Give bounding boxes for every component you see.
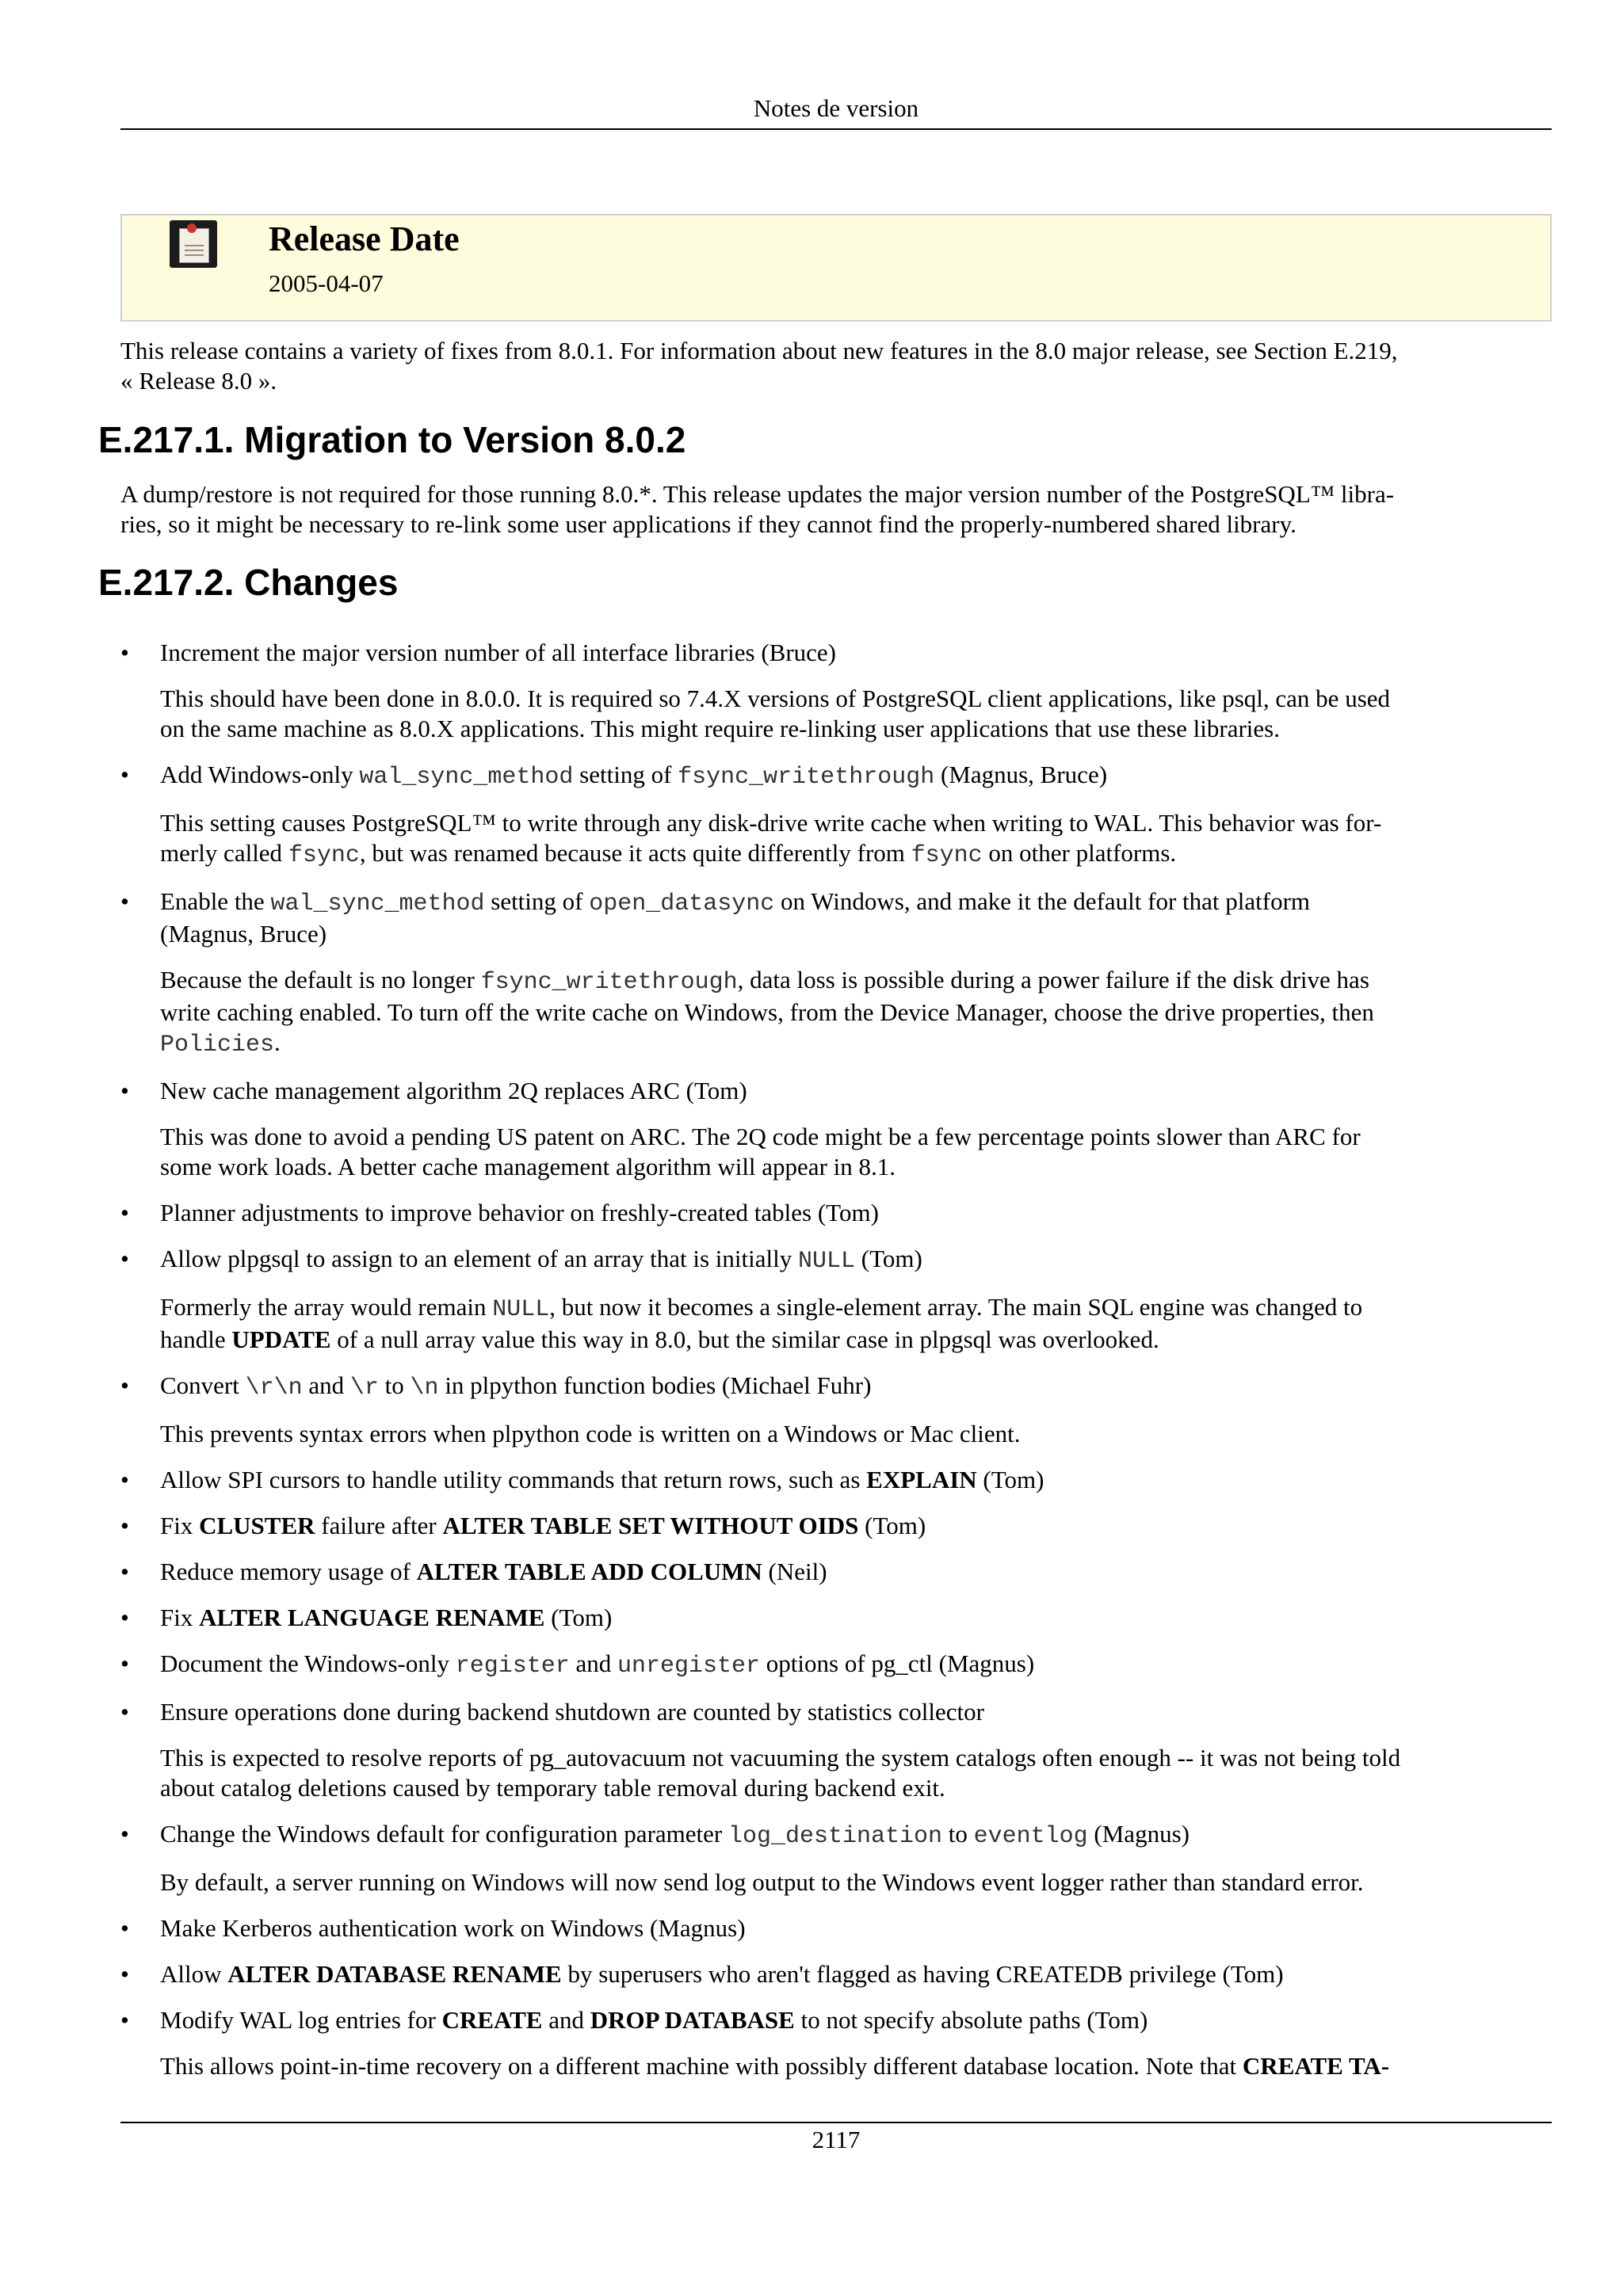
bullet: •	[120, 1914, 129, 1942]
list-item: • Allow plpgsql to assign to an element of an array that is initially NULL (Tom) Formerly the array would remain NULL, but now it becomes a single-element array. The main SQL engine was changed to handle UPDATE of a null array value this way in 8.0, but the similar case in plpgsql was overlooked.	[120, 1244, 1552, 1355]
bullet: •	[120, 1558, 129, 1585]
list-item: • Increment the major version number of all interface libraries (Bruce) This should have been done in 8.0.0. It is required so 7.4.X versions of PostgreSQL client applications, like psql, can be used on the same machine as 8.0.X applications. This might require re-linking user applications that use these libraries.	[120, 638, 1552, 744]
item-description: Formerly the array would remain NULL, but now it becomes a single-element array. The main SQL engine was changed to handle UPDATE of a null array value this way in 8.0, but the similar case in plpgsql was overlooked.	[160, 1293, 1363, 1353]
sql-keyword: ALTER TABLE ADD COLUMN	[416, 1558, 762, 1585]
item-description: This was done to avoid a pending US patent on ARC. The 2Q code might be a few percentage points slower than ARC for some work loads. A better cache management algorithm will appear in 8.1.	[160, 1123, 1361, 1180]
item-description: This should have been done in 8.0.0. It is required so 7.4.X versions of PostgreSQL client applications, like psql, can be used on the same machine as 8.0.X applications. This might require re-linking user applications that use these libraries.	[160, 685, 1391, 742]
page-number: 2117	[812, 2126, 861, 2153]
bullet: •	[120, 1650, 129, 1677]
bullet: •	[120, 2006, 129, 2034]
bullet: •	[120, 1245, 129, 1272]
list-item: • Allow ALTER DATABASE RENAME by superusers who aren't flagged as having CREATEDB privilege (Tom)	[120, 1960, 1284, 1988]
inline-code: unregister	[617, 1653, 761, 1680]
inline-code: fsync_writethrough	[480, 969, 738, 996]
bullet: •	[120, 1604, 129, 1631]
list-item: • Enable the wal_sync_method setting of open_datasync on Windows, and make it the default for that platform (Magnus, Bruce) Because the default is no longer fsync_writethrough, data loss is possible during a power failure if the disk drive has write caching enabled. To turn off the write cache on Windows, from the Device Manager, choose the drive properties, then Policies.	[120, 887, 1552, 1060]
release-date-note	[120, 214, 1552, 322]
note-title: Release Date	[269, 219, 460, 258]
inline-code: \r\n	[245, 1375, 303, 1402]
bullet: •	[120, 1371, 129, 1399]
sql-keyword: CREATE TA-	[1242, 2052, 1390, 2080]
list-item: • Allow SPI cursors to handle utility commands that return rows, such as EXPLAIN (Tom)	[120, 1466, 1044, 1493]
section-title-changes: E.217.2. Changes	[98, 562, 399, 603]
bullet: •	[120, 1820, 129, 1848]
list-item: • Document the Windows-only register and unregister options of pg_ctl (Magnus)	[120, 1650, 1035, 1680]
bullet: •	[120, 1077, 129, 1104]
inline-code: fsync	[911, 842, 983, 869]
header-rule	[120, 128, 1552, 130]
list-item: • Convert \r\n and \r to \n in plpython function bodies (Michael Fuhr) This prevents syntax errors when plpython code is written on a Windows or Mac client.	[120, 1371, 1552, 1449]
inline-code: fsync	[288, 842, 360, 869]
bullet: •	[120, 639, 129, 666]
item-description: This allows point-in-time recovery on a different machine with possibly different database location. Note that CREATE TA-	[160, 2052, 1390, 2080]
intro-paragraph: This release contains a variety of fixes from 8.0.1. For information about new features in the 8.0 major release, see Section E.219, « Release 8.0 ».	[120, 337, 1398, 395]
list-item: • Fix CLUSTER failure after ALTER TABLE SET WITHOUT OIDS (Tom)	[120, 1512, 926, 1539]
sql-keyword: ALTER DATABASE RENAME	[227, 1960, 562, 1988]
inline-code: register	[455, 1653, 570, 1680]
sql-keyword: UPDATE	[231, 1325, 331, 1353]
section-title-migration: E.217.1. Migration to Version 8.0.2	[98, 419, 686, 460]
bullet: •	[120, 1960, 129, 1988]
inline-code: \n	[410, 1375, 439, 1402]
list-item: • New cache management algorithm 2Q replaces ARC (Tom) This was done to avoid a pending US patent on ARC. The 2Q code might be a few percentage points slower than ARC for some work loads. A better cache management algorithm will appear in 8.1.	[120, 1076, 1552, 1182]
list-item: • Ensure operations done during backend shutdown are counted by statistics collector This is expected to resolve reports of pg_autovacuum not vacuuming the system catalogs often enough -- it was not being told about catalog deletions caused by temporary table removal during backend exit.	[120, 1697, 1552, 1803]
inline-code: wal_sync_method	[270, 891, 485, 917]
item-description: This prevents syntax errors when plpython code is written on a Windows or Mac client.	[160, 1420, 1021, 1447]
inline-code: wal_sync_method	[359, 764, 574, 791]
inline-code: eventlog	[973, 1823, 1088, 1850]
inline-code: fsync_writethrough	[678, 764, 935, 791]
bullet: •	[120, 1512, 129, 1539]
bullet: •	[120, 1698, 129, 1726]
inline-code: \r	[349, 1375, 379, 1402]
sql-keyword: CREATE	[441, 2006, 543, 2034]
inline-code: NULL	[492, 1296, 550, 1323]
sql-keyword: DROP DATABASE	[590, 2006, 795, 2034]
sql-keyword: ALTER LANGUAGE RENAME	[199, 1604, 545, 1631]
inline-code: log_destination	[727, 1823, 943, 1850]
bullet: •	[120, 1199, 129, 1226]
list-item: • Planner adjustments to improve behavior on freshly-created tables (Tom)	[120, 1199, 879, 1226]
note-icon	[170, 220, 217, 268]
inline-code: open_datasync	[589, 891, 775, 917]
migration-paragraph: A dump/restore is not required for those running 8.0.*. This release updates the major version number of the PostgreSQL™ libra- ries, so it might be necessary to re-link some user applications if they cannot find the properly-numbered shared library.	[120, 480, 1395, 538]
bullet: •	[120, 761, 129, 788]
bullet: •	[120, 887, 129, 915]
list-item: • Add Windows-only wal_sync_method setting of fsync_writethrough (Magnus, Bruce) This setting causes PostgreSQL™ to write through any disk-drive write cache when writing to WAL. This behavior was for- merly called fsync, but was renamed because it acts quite differently from fsync on other platforms.	[120, 760, 1552, 871]
running-header: Notes de version	[753, 94, 919, 122]
sql-keyword: ALTER TABLE SET WITHOUT OIDS	[442, 1512, 859, 1539]
sql-keyword: CLUSTER	[199, 1512, 315, 1539]
bullet: •	[120, 1466, 129, 1493]
list-item: • Reduce memory usage of ALTER TABLE ADD COLUMN (Neil)	[120, 1558, 827, 1585]
item-description: This setting causes PostgreSQL™ to write through any disk-drive write cache when writing to WAL. This behavior was for- merly called fsync, but was renamed because it acts quite differently from fsync on other platforms.	[160, 809, 1382, 869]
item-description: Because the default is no longer fsync_writethrough, data loss is possible during a power failure if the disk drive has write caching enabled. To turn off the write cache on Windows, from the Device Manager, choose the drive properties, then Policies.	[160, 966, 1374, 1058]
list-item: • Modify WAL log entries for CREATE and DROP DATABASE to not specify absolute paths (Tom) This allows point-in-time recovery on a different machine with possibly different database location. Note that CREATE TA-	[120, 2005, 1552, 2081]
inline-code: NULL	[798, 1248, 856, 1275]
release-date: 2005-04-07	[269, 269, 384, 297]
changes-list	[120, 638, 1552, 2097]
inline-code: Policies	[160, 1032, 275, 1058]
list-item: • Fix ALTER LANGUAGE RENAME (Tom)	[120, 1604, 613, 1631]
item-description: By default, a server running on Windows will now send log output to the Windows event logger rather than standard error.	[160, 1868, 1364, 1896]
sql-keyword: EXPLAIN	[866, 1466, 977, 1493]
item-description: This is expected to resolve reports of pg_autovacuum not vacuuming the system catalogs often enough -- it was not being told about catalog deletions caused by temporary table removal during backend exit.	[160, 1744, 1401, 1802]
list-item: • Change the Windows default for configuration parameter log_destination to eventlog (Magnus) By default, a server running on Windows will now send log output to the Windows event logger rather than standard error.	[120, 1819, 1552, 1897]
list-item: • Make Kerberos authentication work on Windows (Magnus)	[120, 1914, 746, 1942]
